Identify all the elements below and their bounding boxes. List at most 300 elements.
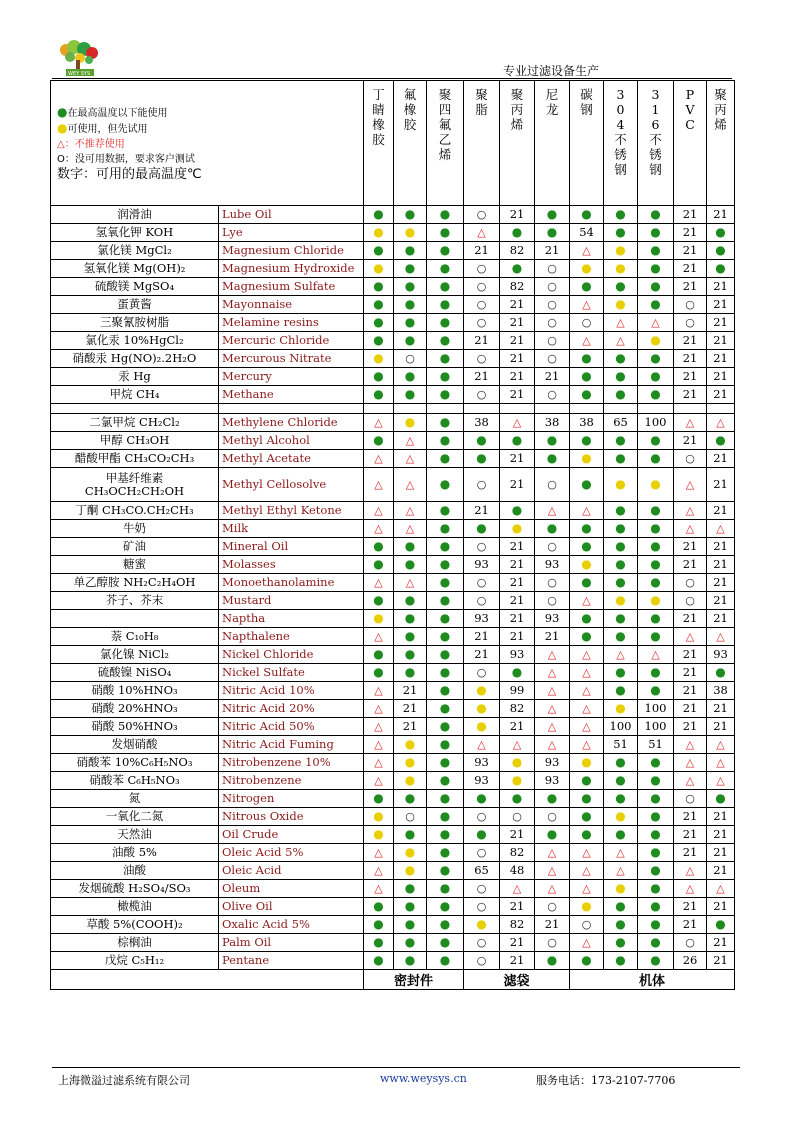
rating-symbol: ● (364, 350, 394, 368)
rating-symbol: ● (604, 278, 638, 296)
table-row (51, 772, 735, 790)
rating-symbol: △ (638, 646, 674, 664)
chemical-english: Methyl Alcohol (219, 432, 364, 450)
chemical-chinese: 甲基纤维素 CH₃OCH₂CH₂OH (51, 468, 219, 502)
rating-symbol: ○ (535, 808, 570, 826)
table-row (51, 368, 735, 386)
max-temperature: 21 (674, 898, 707, 916)
chemical-english: Nitric Acid 50% (219, 718, 364, 736)
rating-symbol: △ (570, 296, 604, 314)
rating-symbol: △ (570, 862, 604, 880)
rating-symbol: ● (638, 808, 674, 826)
rating-symbol: ● (604, 432, 638, 450)
table-row (51, 934, 735, 952)
rating-symbol: ● (638, 592, 674, 610)
rating-symbol: ● (364, 826, 394, 844)
max-temperature: 26 (674, 952, 707, 970)
max-temperature: 21 (394, 682, 427, 700)
rating-symbol: ● (394, 314, 427, 332)
max-temperature: 21 (464, 502, 500, 520)
max-temperature: 21 (674, 700, 707, 718)
chemical-english: Methyl Acetate (219, 450, 364, 468)
blank-cell (51, 404, 219, 414)
max-temperature: 93 (535, 772, 570, 790)
chemical-english: Nickel Sulfate (219, 664, 364, 682)
rating-symbol: ● (427, 432, 464, 450)
max-temperature: 21 (500, 450, 535, 468)
rating-symbol: △ (464, 224, 500, 242)
rating-symbol: ● (427, 350, 464, 368)
rating-symbol: ● (394, 242, 427, 260)
blank-cell (674, 404, 707, 414)
rating-symbol: ● (570, 368, 604, 386)
rating-symbol: ○ (535, 278, 570, 296)
rating-symbol: ● (638, 520, 674, 538)
rating-symbol: ● (364, 592, 394, 610)
chemical-chinese: 橄榄油 (51, 898, 219, 916)
material-header: 碳钢 (570, 81, 604, 206)
header-row (51, 81, 735, 206)
rating-symbol: ● (570, 468, 604, 502)
material-header: 聚丙烯 (707, 81, 735, 206)
chemical-english: Nitric Acid Fuming (219, 736, 364, 754)
max-temperature: 82 (500, 242, 535, 260)
chemical-english: Methyl Ethyl Ketone (219, 502, 364, 520)
material-header: 丁睛橡胶 (364, 81, 394, 206)
rating-symbol: ● (427, 700, 464, 718)
rating-symbol: ● (707, 432, 735, 450)
footer-company: 上海微溢过滤系统有限公司 (58, 1074, 190, 1087)
rating-symbol: ● (535, 826, 570, 844)
chemical-chinese: 发烟硫酸 H₂SO₄/SO₃ (51, 880, 219, 898)
chemical-english: Mineral Oil (219, 538, 364, 556)
rating-symbol: △ (604, 844, 638, 862)
rating-symbol: ● (427, 754, 464, 772)
rating-symbol: △ (604, 646, 638, 664)
rating-symbol: ● (394, 224, 427, 242)
rating-symbol: ○ (464, 934, 500, 952)
rating-symbol: ● (638, 772, 674, 790)
rating-symbol: ● (464, 682, 500, 700)
rating-symbol: ● (464, 450, 500, 468)
table-row (51, 502, 735, 520)
rating-symbol: ● (427, 718, 464, 736)
rating-symbol: ● (570, 260, 604, 278)
rating-symbol: △ (570, 242, 604, 260)
table-row (51, 646, 735, 664)
rating-symbol: △ (364, 844, 394, 862)
rating-symbol: ○ (464, 206, 500, 224)
rating-symbol: ○ (674, 314, 707, 332)
chemical-chinese: 硝酸汞 Hg(NO)₂.2H₂O (51, 350, 219, 368)
rating-symbol: △ (535, 664, 570, 682)
tagline: 专业过滤设备生产 (503, 64, 600, 78)
chemical-chinese: 氮 (51, 790, 219, 808)
max-temperature: 38 (535, 414, 570, 432)
rating-symbol: △ (674, 468, 707, 502)
rating-symbol: ● (394, 898, 427, 916)
rating-symbol: ● (500, 664, 535, 682)
rating-symbol: ● (394, 880, 427, 898)
table-row (51, 332, 735, 350)
rating-symbol: △ (394, 520, 427, 538)
rating-symbol: ● (604, 628, 638, 646)
rating-symbol: ○ (535, 350, 570, 368)
rating-symbol: ● (604, 468, 638, 502)
rating-symbol: ● (570, 450, 604, 468)
chemical-english: Melamine resins (219, 314, 364, 332)
max-temperature: 38 (464, 414, 500, 432)
table-row (51, 242, 735, 260)
max-temperature: 21 (535, 628, 570, 646)
footer-phone: 服务电话：173-2107-7706 (536, 1074, 676, 1087)
rating-symbol: ● (604, 538, 638, 556)
chemical-english: Naptha (219, 610, 364, 628)
max-temperature: 21 (464, 332, 500, 350)
rating-symbol: ● (427, 206, 464, 224)
rating-symbol: ● (638, 574, 674, 592)
chemical-english: Methane (219, 386, 364, 404)
max-temperature: 21 (500, 934, 535, 952)
rating-symbol: ● (427, 242, 464, 260)
max-temperature: 21 (674, 718, 707, 736)
rating-symbol: ● (464, 700, 500, 718)
max-temperature: 21 (500, 952, 535, 970)
rating-symbol: ● (638, 468, 674, 502)
chemical-english: Magnesium Chloride (219, 242, 364, 260)
max-temperature: 21 (464, 242, 500, 260)
rating-symbol: ● (500, 260, 535, 278)
rating-symbol: ● (570, 898, 604, 916)
max-temperature: 54 (570, 224, 604, 242)
max-temperature: 93 (464, 772, 500, 790)
rating-symbol: △ (707, 772, 735, 790)
rating-symbol: ● (427, 916, 464, 934)
rating-symbol: ● (638, 538, 674, 556)
rating-symbol: ● (638, 224, 674, 242)
rating-symbol: ● (394, 952, 427, 970)
rating-symbol: ● (394, 826, 427, 844)
rating-symbol: ● (394, 934, 427, 952)
rating-symbol: ● (500, 772, 535, 790)
rating-symbol: ● (570, 952, 604, 970)
rating-symbol: △ (674, 628, 707, 646)
chemical-chinese: 硝酸苯 C₆H₅NO₃ (51, 772, 219, 790)
blank-cell (638, 404, 674, 414)
max-temperature: 21 (394, 700, 427, 718)
category-bag: 滤袋 (464, 970, 570, 990)
rating-symbol: ● (427, 520, 464, 538)
rating-symbol: △ (638, 314, 674, 332)
chemical-english: Mustard (219, 592, 364, 610)
rating-symbol: ○ (535, 934, 570, 952)
max-temperature: 21 (500, 296, 535, 314)
rating-symbol: ○ (535, 260, 570, 278)
max-temperature: 21 (707, 718, 735, 736)
table-row (51, 278, 735, 296)
rating-symbol: △ (674, 414, 707, 432)
max-temperature: 21 (674, 432, 707, 450)
max-temperature: 93 (535, 754, 570, 772)
table-row (51, 718, 735, 736)
table-row (51, 610, 735, 628)
rating-symbol: ● (364, 934, 394, 952)
chemical-chinese: 戊烷 C₅H₁₂ (51, 952, 219, 970)
rating-symbol: ○ (464, 574, 500, 592)
chemical-chinese: 甲烷 CH₄ (51, 386, 219, 404)
rating-symbol: ● (638, 386, 674, 404)
max-temperature: 21 (674, 386, 707, 404)
max-temperature: 21 (500, 538, 535, 556)
rating-symbol: △ (707, 628, 735, 646)
rating-symbol: ● (535, 432, 570, 450)
max-temperature: 21 (500, 368, 535, 386)
rating-symbol: ● (394, 538, 427, 556)
table-row (51, 206, 735, 224)
rating-symbol: ● (707, 664, 735, 682)
rating-symbol: △ (707, 754, 735, 772)
max-temperature: 21 (707, 332, 735, 350)
rating-symbol: △ (364, 682, 394, 700)
rating-symbol: ● (570, 790, 604, 808)
rating-symbol: △ (674, 862, 707, 880)
blank-cell (570, 404, 604, 414)
rating-symbol: ● (364, 790, 394, 808)
chemical-english: Nitric Acid 20% (219, 700, 364, 718)
max-temperature: 21 (707, 700, 735, 718)
rating-symbol: ○ (535, 592, 570, 610)
max-temperature: 21 (500, 898, 535, 916)
rating-symbol: ● (707, 224, 735, 242)
rating-symbol: △ (674, 880, 707, 898)
rating-symbol: ● (394, 414, 427, 432)
rating-symbol: ● (638, 206, 674, 224)
rating-symbol: ● (638, 754, 674, 772)
chemical-chinese: 萘 C₁₀H₈ (51, 628, 219, 646)
rating-symbol: △ (707, 520, 735, 538)
rating-symbol: ● (427, 826, 464, 844)
table-row (51, 314, 735, 332)
rating-symbol: ● (638, 610, 674, 628)
rating-symbol: ● (364, 610, 394, 628)
chemical-english: Magnesium Sulfate (219, 278, 364, 296)
rating-symbol: ● (570, 628, 604, 646)
table-row (51, 808, 735, 826)
rating-symbol: ● (394, 368, 427, 386)
rating-symbol: ● (364, 260, 394, 278)
max-temperature: 21 (674, 610, 707, 628)
max-temperature: 21 (707, 610, 735, 628)
max-temperature: 21 (464, 368, 500, 386)
max-temperature: 21 (674, 556, 707, 574)
rating-symbol: △ (364, 700, 394, 718)
max-temperature: 21 (707, 468, 735, 502)
rating-symbol: ● (427, 450, 464, 468)
rating-symbol: ● (604, 898, 638, 916)
table-row (51, 520, 735, 538)
table-row (51, 862, 735, 880)
rating-symbol: ● (604, 934, 638, 952)
table-row (51, 844, 735, 862)
rating-symbol: ○ (394, 808, 427, 826)
chemical-chinese: 硝酸 50%HNO₃ (51, 718, 219, 736)
rating-symbol: ● (427, 736, 464, 754)
rating-symbol: ○ (674, 592, 707, 610)
chemical-chinese: 芥子、芥末 (51, 592, 219, 610)
rating-symbol: ● (638, 278, 674, 296)
rating-symbol: ● (604, 772, 638, 790)
chemical-english: Nitrobenzene 10% (219, 754, 364, 772)
max-temperature: 21 (674, 538, 707, 556)
material-header: 聚四氟乙烯 (427, 81, 464, 206)
chemical-english: Nitrogen (219, 790, 364, 808)
max-temperature: 21 (394, 718, 427, 736)
rating-symbol: ○ (500, 808, 535, 826)
rating-symbol: ● (394, 332, 427, 350)
rating-symbol: ● (707, 260, 735, 278)
max-temperature: 21 (707, 556, 735, 574)
rating-symbol: △ (535, 718, 570, 736)
rating-symbol: △ (570, 934, 604, 952)
rating-symbol: ● (535, 520, 570, 538)
chemical-chinese (51, 610, 219, 628)
table-row (51, 386, 735, 404)
max-temperature: 21 (707, 296, 735, 314)
table-row (51, 664, 735, 682)
rating-symbol: ● (427, 556, 464, 574)
rating-symbol: ● (638, 826, 674, 844)
category-spacer (51, 970, 364, 990)
rating-symbol: △ (364, 862, 394, 880)
rating-symbol: △ (394, 450, 427, 468)
rating-symbol: ● (638, 350, 674, 368)
rating-symbol: ● (464, 826, 500, 844)
table-row (51, 682, 735, 700)
footer-website[interactable]: www.weysys.cn (380, 1072, 467, 1085)
rating-symbol: △ (674, 772, 707, 790)
max-temperature: 21 (674, 278, 707, 296)
rating-symbol: ● (535, 224, 570, 242)
rating-symbol: △ (570, 844, 604, 862)
rating-symbol: △ (570, 700, 604, 718)
rating-symbol: △ (570, 592, 604, 610)
max-temperature: 21 (674, 332, 707, 350)
rating-symbol: ○ (464, 664, 500, 682)
rating-symbol: ● (364, 386, 394, 404)
chemical-english: Palm Oil (219, 934, 364, 952)
chemical-chinese: 蛋黄酱 (51, 296, 219, 314)
max-temperature: 21 (674, 260, 707, 278)
logo (52, 38, 120, 78)
rating-symbol: ○ (464, 386, 500, 404)
rating-symbol: ● (604, 368, 638, 386)
rating-symbol: ● (427, 628, 464, 646)
chemical-chinese: 天然油 (51, 826, 219, 844)
rating-symbol: △ (364, 880, 394, 898)
max-temperature: 21 (500, 386, 535, 404)
rating-symbol: ● (535, 952, 570, 970)
rating-symbol: ○ (464, 350, 500, 368)
rating-symbol: ● (364, 206, 394, 224)
table-row (51, 628, 735, 646)
rating-symbol: ● (604, 808, 638, 826)
rating-symbol: △ (535, 682, 570, 700)
rating-symbol: ● (364, 296, 394, 314)
max-temperature: 21 (535, 916, 570, 934)
chemical-chinese: 棕榈油 (51, 934, 219, 952)
chemical-english: Oleum (219, 880, 364, 898)
rating-symbol: ● (604, 502, 638, 520)
rating-symbol: ● (604, 206, 638, 224)
rating-symbol: ● (364, 224, 394, 242)
rating-symbol: ● (427, 646, 464, 664)
table-row (51, 898, 735, 916)
rating-symbol: ● (604, 682, 638, 700)
max-temperature: 21 (707, 898, 735, 916)
rating-symbol: ● (394, 646, 427, 664)
rating-symbol: ● (707, 916, 735, 934)
rating-symbol: ○ (674, 296, 707, 314)
rating-symbol: ○ (464, 844, 500, 862)
rating-symbol: ● (464, 520, 500, 538)
chemical-chinese: 一氧化二氮 (51, 808, 219, 826)
rating-symbol: ○ (394, 350, 427, 368)
rating-symbol: ○ (464, 278, 500, 296)
chemical-chinese: 丁酮 CH₃CO.CH₂CH₃ (51, 502, 219, 520)
table-row (51, 450, 735, 468)
rating-symbol: △ (570, 646, 604, 664)
rating-symbol: ● (570, 574, 604, 592)
table-row (51, 556, 735, 574)
max-temperature: 65 (604, 414, 638, 432)
max-temperature: 21 (500, 574, 535, 592)
max-temperature: 100 (638, 414, 674, 432)
max-temperature: 21 (500, 206, 535, 224)
max-temperature: 99 (500, 682, 535, 700)
max-temperature: 93 (535, 610, 570, 628)
max-temperature: 21 (500, 314, 535, 332)
chemical-chinese: 醋酸甲酯 CH₃CO₂CH₃ (51, 450, 219, 468)
max-temperature: 82 (500, 278, 535, 296)
material-header: 316不锈钢 (638, 81, 674, 206)
rating-symbol: ● (570, 350, 604, 368)
table-row (51, 754, 735, 772)
rating-symbol: ● (638, 952, 674, 970)
max-temperature: 21 (674, 224, 707, 242)
table-row (51, 538, 735, 556)
max-temperature: 21 (535, 242, 570, 260)
max-temperature: 21 (674, 242, 707, 260)
rating-symbol: ● (570, 520, 604, 538)
rating-symbol: ● (364, 952, 394, 970)
rating-symbol: ○ (464, 898, 500, 916)
rating-symbol: ● (427, 952, 464, 970)
rating-symbol: ● (427, 844, 464, 862)
rating-symbol: △ (604, 314, 638, 332)
rating-symbol: ● (535, 790, 570, 808)
rating-symbol: ○ (535, 332, 570, 350)
rating-symbol: ● (364, 538, 394, 556)
max-temperature: 21 (674, 844, 707, 862)
rating-symbol: ● (394, 592, 427, 610)
rating-symbol: ● (394, 916, 427, 934)
max-temperature: 21 (707, 314, 735, 332)
chemical-english: Pentane (219, 952, 364, 970)
rating-symbol: △ (364, 502, 394, 520)
max-temperature: 21 (500, 718, 535, 736)
rating-symbol: ● (570, 826, 604, 844)
rating-symbol: ○ (464, 808, 500, 826)
